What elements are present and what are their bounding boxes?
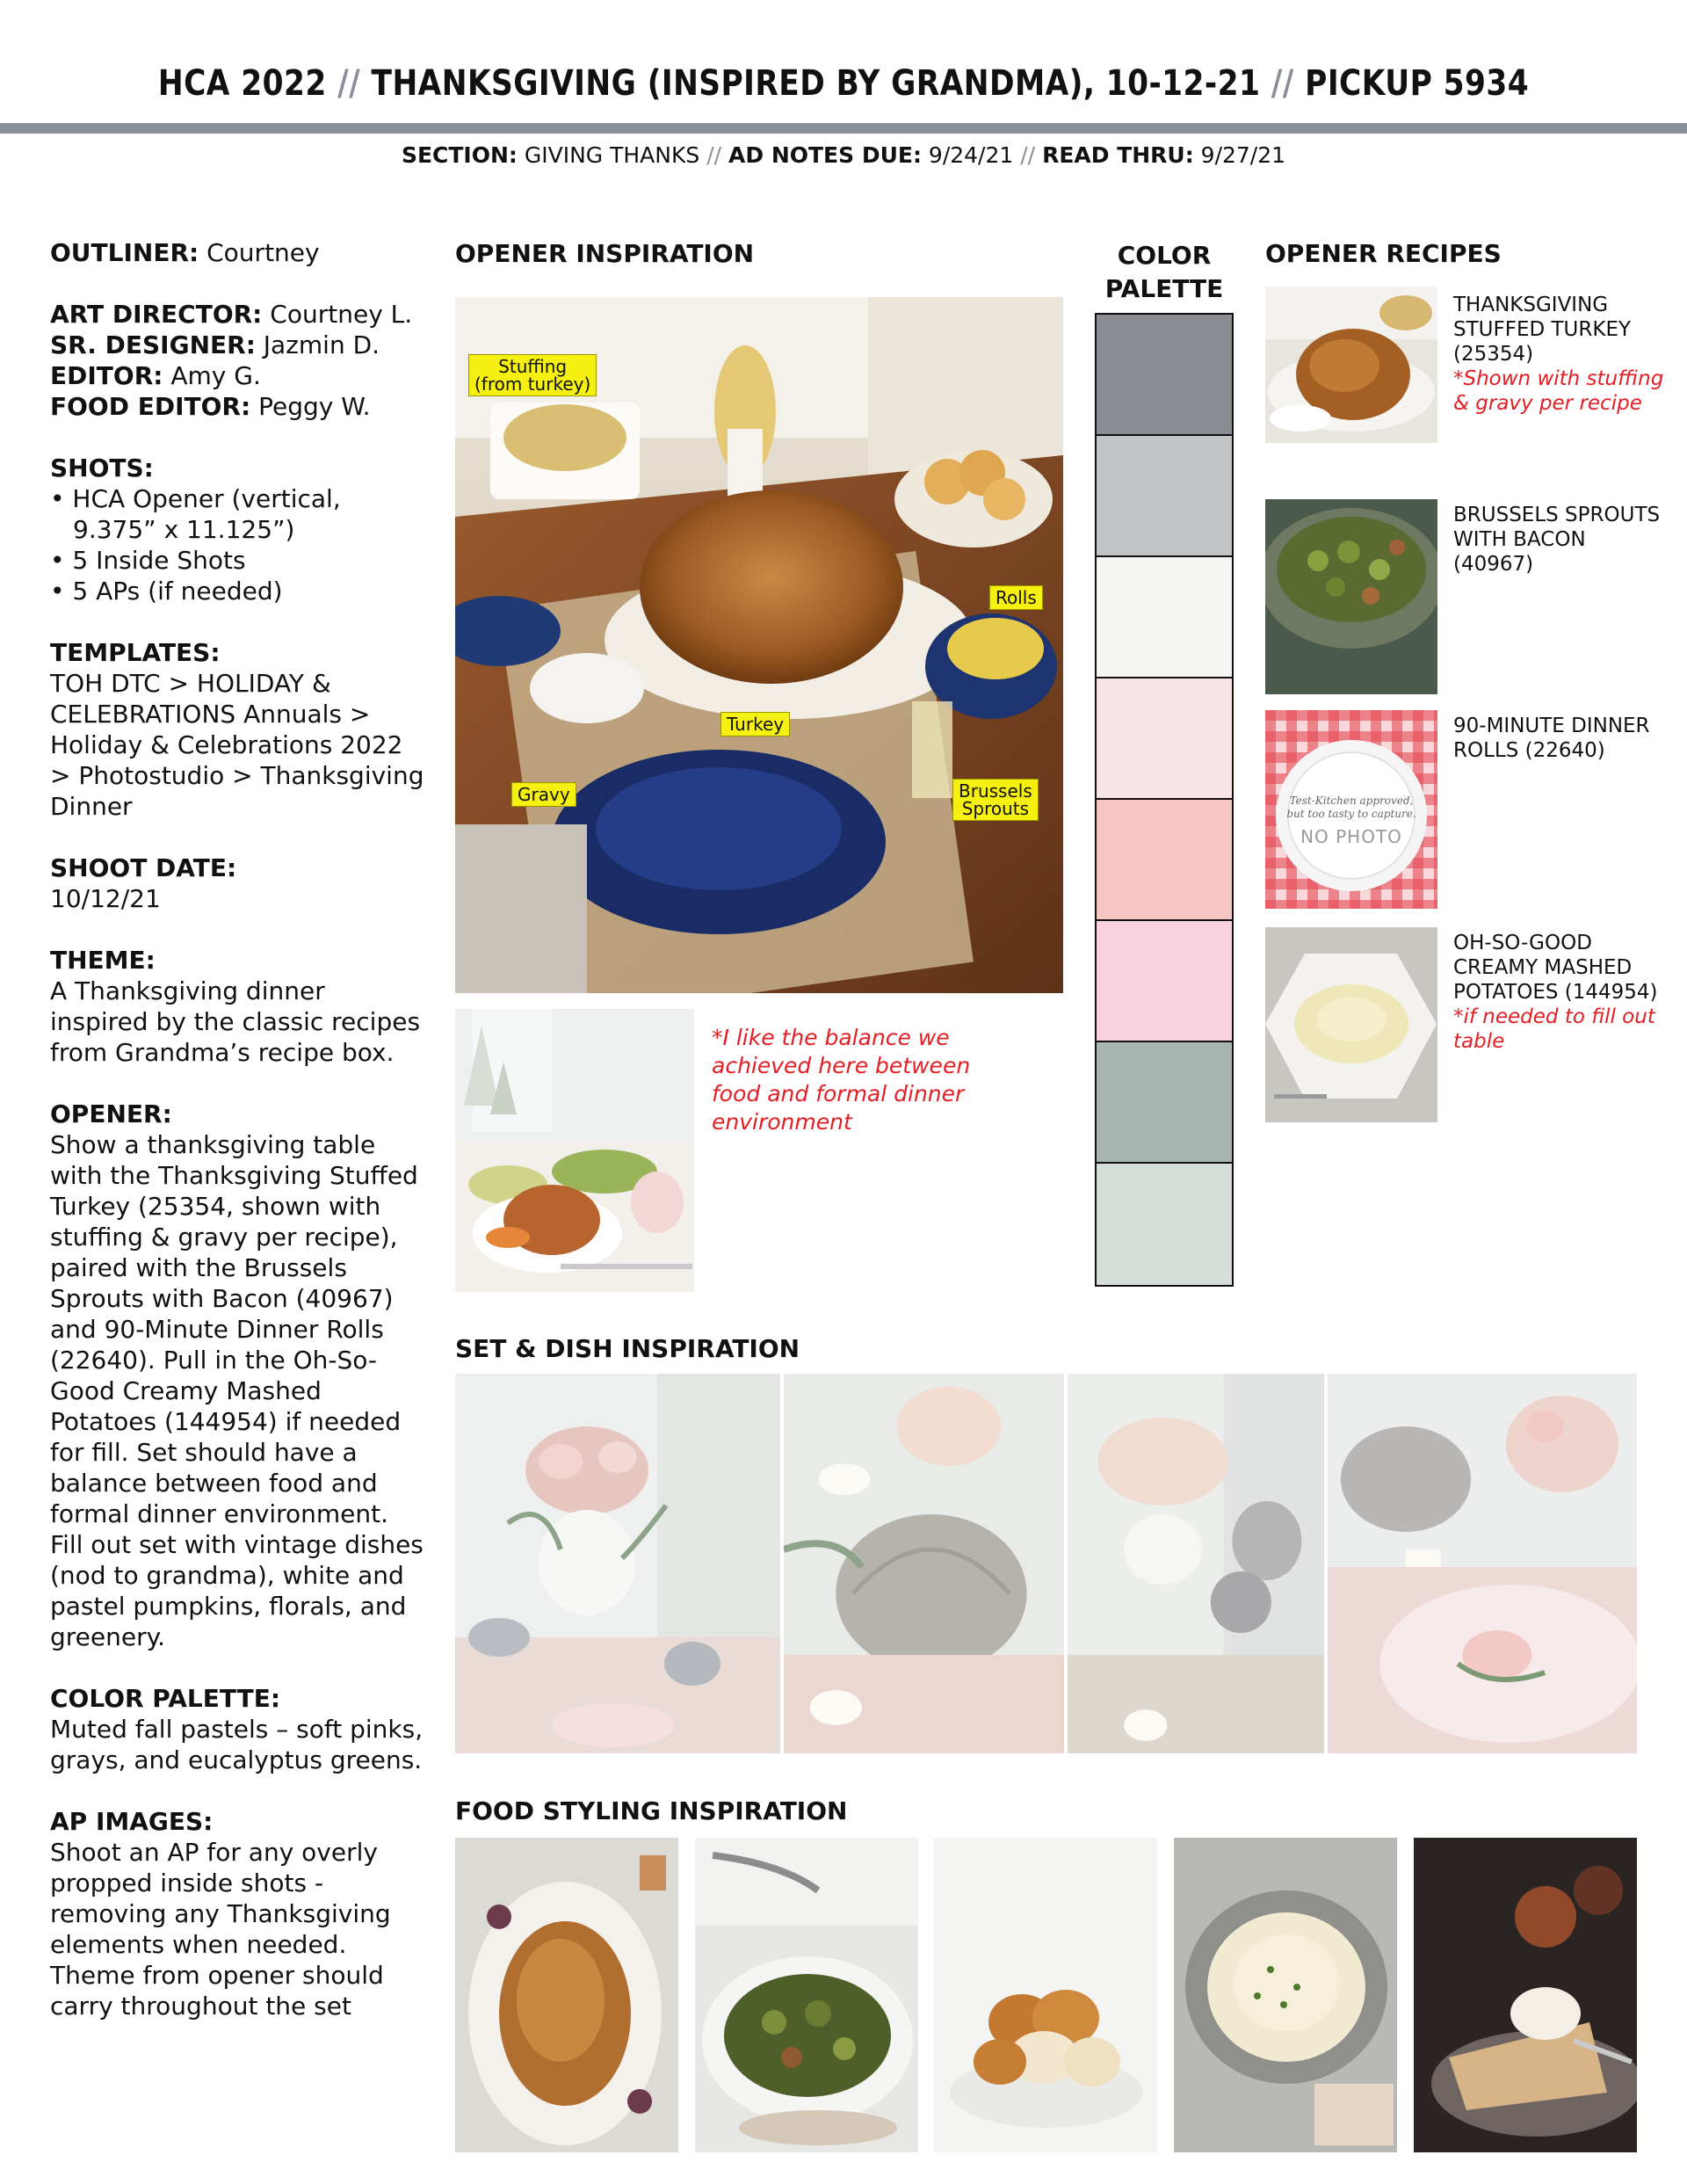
shots-label: SHOTS: [50, 453, 154, 483]
sr-designer-label: SR. DESIGNER: [50, 330, 256, 359]
brief-column [50, 237, 428, 2052]
recipe-name: BRUSSELS SPROUTS WITH BACON (40967) [1453, 504, 1661, 576]
read-thru-label: READ THRU: [1042, 142, 1194, 168]
food-editor-value: Peggy W. [258, 392, 371, 421]
templates-path: TOH DTC > HOLIDAY & CELEBRATIONS Annuals > Holiday & Celebrations 2022 > Photostudio > Thanksgiving Dinner [50, 669, 424, 821]
tag-rolls: Rolls [989, 585, 1043, 610]
opener-text: Show a thanksgiving table with the Thanksgiving Stuffed Turkey (25354, shown with stuffing & gravy per recipe), paired with the Brussels Sprouts with Bacon (40967) and 90-Minute Dinner Rolls (22640). Pull in the Oh-So-Good Creamy Mashed Potatoes (144954) if needed for fill. Set should have a balance between food and formal dinner environment. Fill out set with vintage dishes (nod to grandma), white and pastel pumpkins, florals, and greenery. [50, 1130, 424, 1651]
opener-label: OPENER: [50, 1099, 172, 1128]
tag-gravy: Gravy [511, 782, 576, 807]
ap-images-text: Shoot an AP for any overly propped inside shots - removing any Thanksgiving elements when needed. Theme from opener should carry throughout the set [50, 1838, 391, 2021]
recipe-thumb-rolls-no-photo [1265, 710, 1437, 909]
title-separator: // [337, 63, 361, 104]
color-palette-label: COLOR PALETTE: [50, 1684, 281, 1713]
food-styling-photo-dessert [1414, 1838, 1637, 2152]
food-styling-photo-brussels [695, 1838, 918, 2152]
shoot-date-block [50, 853, 428, 914]
recipe-note: *if needed to fill out table [1453, 1005, 1655, 1053]
food-styling-heading: FOOD STYLING INSPIRATION [455, 1796, 848, 1825]
food-styling-photo-mashed-potatoes [1174, 1838, 1397, 2152]
page-title [118, 63, 1568, 104]
shots-block [50, 453, 428, 606]
title-pickup: PICKUP 5934 [1305, 63, 1530, 104]
shots-item: • HCA Opener (vertical, 9.375” x 11.125”) [50, 484, 341, 544]
recipe-turkey [1453, 293, 1664, 416]
theme-label: THEME: [50, 946, 156, 975]
recipe-mashed-potatoes [1453, 931, 1664, 1054]
opener-block [50, 1099, 428, 1652]
title-separator: // [1271, 63, 1294, 104]
read-thru-value: 9/27/21 [1200, 142, 1286, 168]
ad-notes-value: 9/24/21 [928, 142, 1014, 168]
recipe-thumb-brussels [1265, 499, 1437, 694]
set-dish-photo-1 [455, 1374, 780, 1753]
sub-separator: // [706, 142, 722, 168]
set-dish-photo-3 [1064, 1374, 1324, 1753]
opener-secondary-photo [455, 1009, 694, 1292]
opener-note: *I like the balance we achieved here between food and formal dinner environment [712, 1025, 971, 1135]
recipe-note: *Shown with stuffing & gravy per recipe [1453, 367, 1664, 415]
title-brand: HCA 2022 [157, 63, 327, 104]
color-palette-heading [1095, 239, 1234, 306]
header-rule [0, 123, 1687, 134]
no-photo-label: NO PHOTO [1300, 826, 1402, 847]
recipe-thumb-mashed-potatoes [1265, 927, 1437, 1122]
recipe-name: 90-MINUTE DINNER ROLLS (22640) [1453, 715, 1650, 762]
opener-recipes-heading: OPENER RECIPES [1265, 239, 1502, 268]
templates-block [50, 637, 428, 822]
theme-block [50, 945, 428, 1068]
tag-brussels-sprouts [952, 779, 1039, 821]
art-director-label: ART DIRECTOR: [50, 300, 263, 329]
sub-header [0, 142, 1687, 168]
theme-text: A Thanksgiving dinner inspired by the classic recipes from Grandma’s recipe box. [50, 976, 421, 1067]
shots-item: • 5 APs (if needed) [50, 577, 283, 606]
set-dish-photo-4 [1324, 1374, 1637, 1753]
color-palette-text: Muted fall pastels – soft pinks, grays, and eucalyptus greens. [50, 1715, 424, 1774]
recipe-rolls [1453, 714, 1664, 763]
staff-block [50, 299, 428, 422]
color-palette-swatches [1095, 313, 1234, 1287]
color-swatch [1097, 436, 1232, 557]
ad-notes-label: AD NOTES DUE: [728, 142, 922, 168]
outliner-block [50, 237, 428, 268]
ap-images-block [50, 1806, 428, 2021]
editor-label: EDITOR: [50, 361, 163, 390]
color-palette-block [50, 1683, 428, 1775]
color-swatch [1097, 678, 1232, 800]
shoot-date-value: 10/12/21 [50, 884, 161, 913]
outliner-label: OUTLINER: [50, 238, 199, 267]
section-label: SECTION: [401, 142, 518, 168]
color-palette-heading-line: COLOR [1117, 241, 1212, 270]
color-palette-heading-line: PALETTE [1104, 274, 1224, 303]
editor-value: Amy G. [170, 361, 261, 390]
sub-separator: // [1020, 142, 1036, 168]
section-value: GIVING THANKS [524, 142, 700, 168]
color-swatch [1097, 315, 1232, 436]
outliner-value: Courtney [206, 238, 320, 267]
opener-inspiration-photo [455, 297, 1063, 993]
set-dish-heading: SET & DISH INSPIRATION [455, 1334, 800, 1363]
title-story: THANKSGIVING (INSPIRED BY GRANDMA), 10-12-21 [371, 63, 1261, 104]
no-photo-caption: Test-Kitchen approved, but too tasty to capture. [1286, 795, 1416, 820]
tag-turkey: Turkey [720, 712, 790, 736]
food-styling-photo-turkey [455, 1838, 678, 2152]
shoot-date-label: SHOOT DATE: [50, 853, 237, 882]
color-swatch [1097, 921, 1232, 1042]
color-swatch [1097, 557, 1232, 678]
color-swatch [1097, 1164, 1232, 1285]
recipe-name: THANKSGIVING STUFFED TURKEY (25354) [1453, 294, 1632, 366]
food-styling-photo-rolls [934, 1838, 1157, 2152]
shots-item: • 5 Inside Shots [50, 546, 246, 575]
color-swatch [1097, 1042, 1232, 1164]
art-director-value: Courtney L. [270, 300, 413, 329]
templates-label: TEMPLATES: [50, 638, 221, 667]
sr-designer-value: Jazmin D. [263, 330, 380, 359]
food-editor-label: FOOD EDITOR: [50, 392, 251, 421]
recipe-brussels [1453, 503, 1664, 577]
tag-brussels-text: Brussels Sprouts [959, 780, 1032, 819]
tag-stuffing [468, 354, 597, 396]
recipe-thumb-turkey [1265, 287, 1437, 443]
ap-images-label: AP IMAGES: [50, 1807, 214, 1836]
color-swatch [1097, 800, 1232, 921]
tag-stuffing-text: Stuffing (from turkey) [474, 356, 591, 395]
set-dish-photo-2 [780, 1374, 1064, 1753]
recipe-name: OH-SO-GOOD CREAMY MASHED POTATOES (144954) [1453, 932, 1658, 1004]
opener-inspiration-heading: OPENER INSPIRATION [455, 239, 755, 268]
